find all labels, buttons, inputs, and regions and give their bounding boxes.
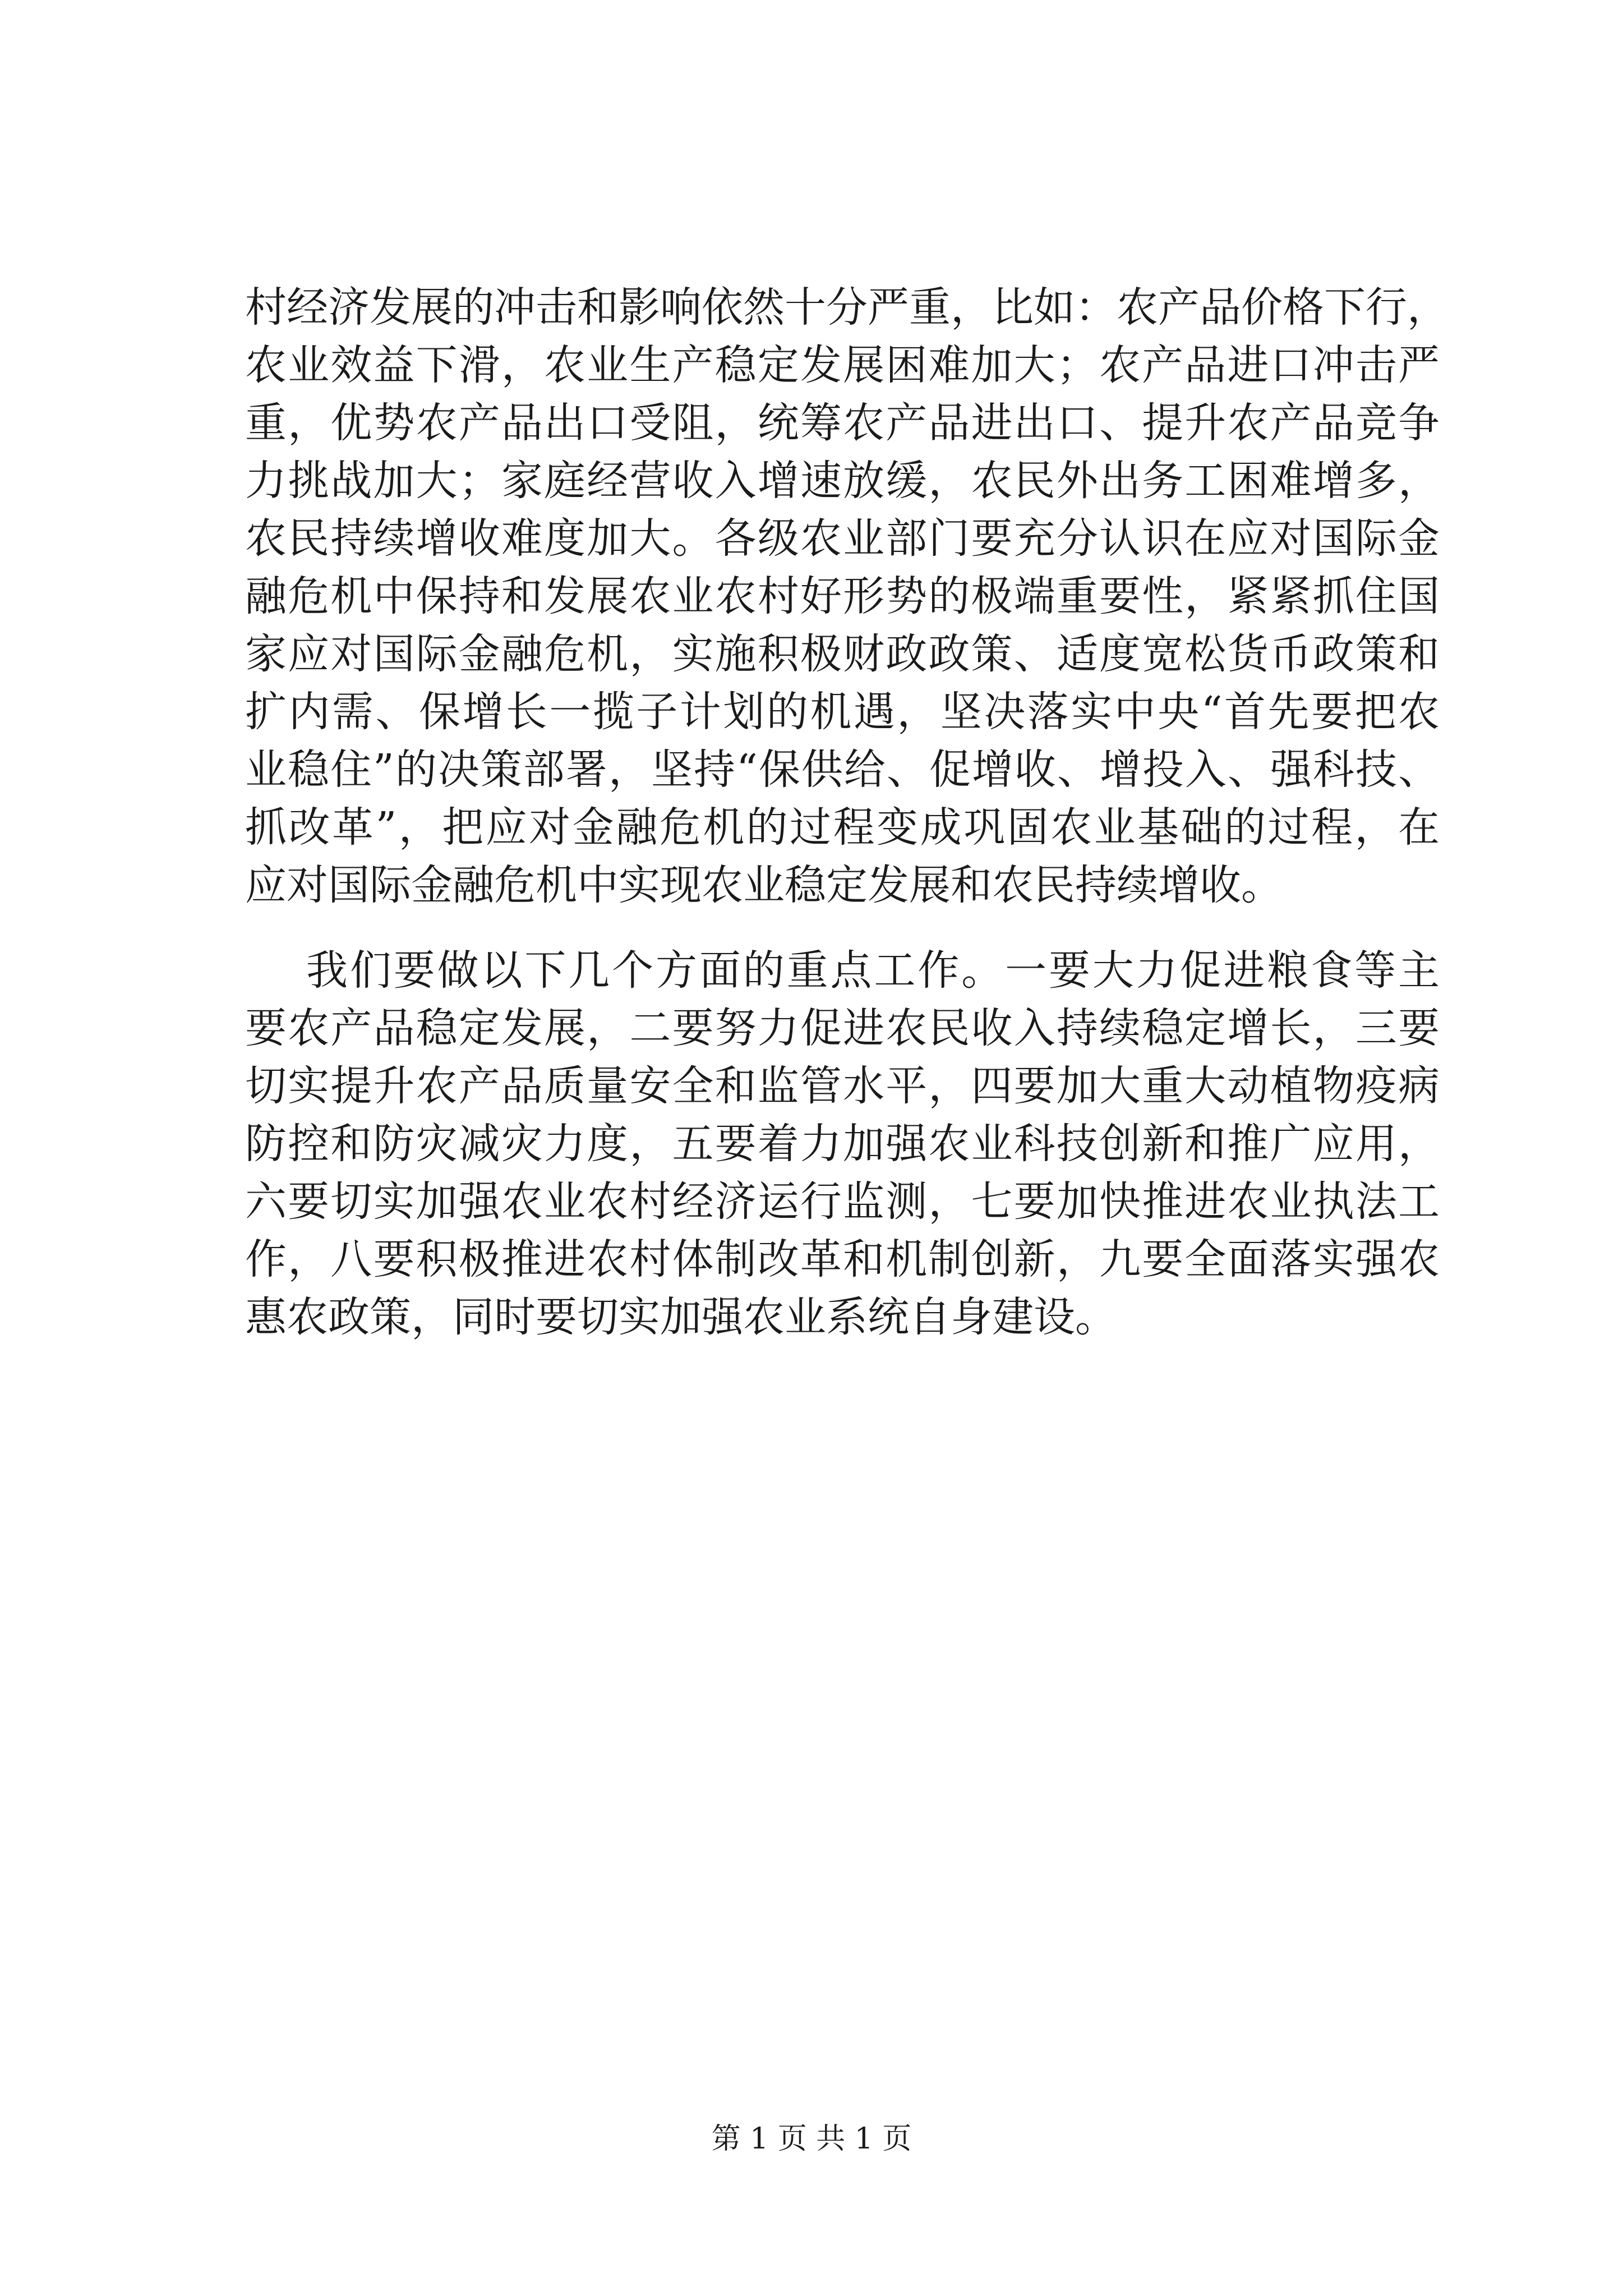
text-line: 农民持续增收难度加大。各级农业部门要充分认识在应对国际金 bbox=[245, 514, 1440, 563]
text-line: 防控和防灾减灾力度，五要着力加强农业科技创新和推广应用， bbox=[245, 1120, 1440, 1168]
text-line: 我们要做以下几个方面的重点工作。一要大力促进粮食等主 bbox=[306, 946, 1440, 995]
text-line: 作，八要积极推进农村体制改革和机制创新，九要全面落实强农 bbox=[245, 1235, 1440, 1283]
page-footer: 第 1 页 共 1 页 bbox=[711, 2122, 912, 2156]
text-line: 惠农政策，同时要切实加强农业系统自身建设。 bbox=[245, 1293, 1117, 1341]
text-line: 要农产品稳定发展，二要努力促进农民收入持续稳定增长，三要 bbox=[245, 1004, 1440, 1052]
text-line: 家应对国际金融危机，实施积极财政政策、适度宽松货币政策和 bbox=[245, 630, 1440, 678]
text-line: 业稳住”的决策部署，坚持“保供给、促增收、增投入、强科技、 bbox=[245, 746, 1440, 794]
text-line: 农业效益下滑，农业生产稳定发展困难加大；农产品进口冲击严 bbox=[245, 341, 1440, 389]
text-line: 切实提升农产品质量安全和监管水平，四要加大重大动植物疫病 bbox=[245, 1062, 1440, 1110]
text-line: 扩内需、保增长一揽子计划的机遇，坚决落实中央“首先要把农 bbox=[245, 688, 1440, 736]
text-line: 六要切实加强农业农村经济运行监测，七要加快推进农业执法工 bbox=[245, 1177, 1440, 1226]
text-line: 力挑战加大；家庭经营收入增速放缓，农民外出务工困难增多， bbox=[245, 457, 1440, 505]
text-line: 应对国际金融危机中实现农业稳定发展和农民持续增收。 bbox=[245, 861, 1283, 909]
text-line: 抓改革”，把应对金融危机的过程变成巩固农业基础的过程，在 bbox=[245, 803, 1440, 852]
text-line: 村经济发展的冲击和影响依然十分严重，比如：农产品价格下行， bbox=[245, 283, 1449, 332]
text-line: 融危机中保持和发展农业农村好形势的极端重要性，紧紧抓住国 bbox=[245, 572, 1440, 620]
text-line: 重，优势农产品出口受阻，统筹农产品进出口、提升农产品竞争 bbox=[245, 399, 1440, 447]
